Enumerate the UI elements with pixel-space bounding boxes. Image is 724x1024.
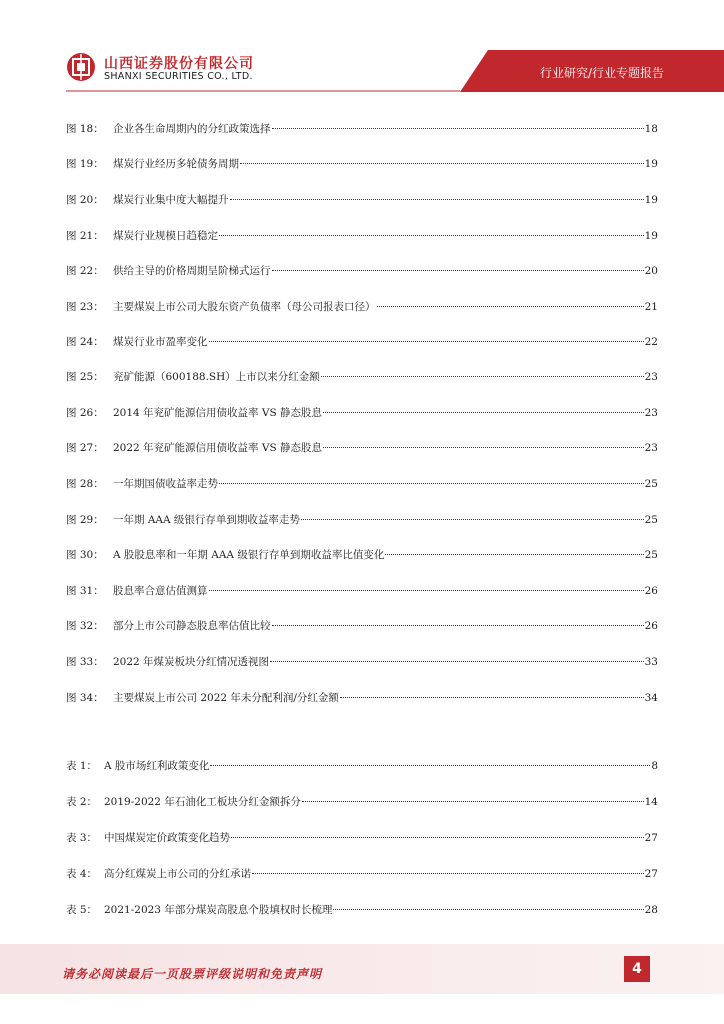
toc-figure-entry[interactable]: [66, 334, 658, 352]
toc-figure-entry[interactable]: [66, 228, 658, 246]
page-number: 23: [644, 407, 658, 419]
toc-figure-entry[interactable]: [66, 263, 658, 281]
page-number: 20: [644, 265, 658, 277]
figure-title: 煤炭行业经历多轮债务周期: [113, 158, 239, 170]
page-number: 23: [644, 442, 658, 454]
toc-figure-entry[interactable]: [66, 476, 658, 494]
dot-leader: [272, 127, 644, 129]
figure-title: 一年期 AAA 级银行存单到期收益率走势: [113, 514, 300, 526]
page-number: 23: [644, 371, 658, 383]
dot-leader: [377, 305, 644, 307]
figure-label: 图 20：: [66, 194, 104, 206]
figure-label: 图 22：: [66, 265, 104, 277]
figure-title: 2022 年兖矿能源信用债收益率 VS 静态股息: [113, 442, 323, 454]
figure-title: 股息率合意估值测算: [113, 585, 208, 597]
report-type: 行业研究/行业专题报告: [539, 66, 664, 80]
page-header: [0, 0, 724, 92]
page-number: 27: [644, 868, 658, 880]
toc-figure-entry[interactable]: [66, 405, 658, 423]
figure-label: 图 34：: [66, 692, 104, 704]
figure-label: 图 19：: [66, 158, 104, 170]
page-number: 33: [644, 656, 658, 668]
page-number: 26: [644, 620, 658, 632]
page-number-badge: 4: [624, 956, 650, 982]
figure-title: 煤炭行业集中度大幅提升: [113, 194, 229, 206]
page-number: 8: [651, 760, 658, 772]
toc-table-entry[interactable]: [66, 866, 658, 884]
toc-figure-entry[interactable]: [66, 512, 658, 530]
dot-leader: [240, 162, 644, 164]
figure-title: 主要煤炭上市公司大股东资产负债率（母公司报表口径）: [113, 301, 376, 313]
toc-figure-entry[interactable]: [66, 690, 658, 708]
table-title: 中国煤炭定价政策变化趋势: [104, 832, 230, 844]
toc-figure-entry[interactable]: [66, 547, 658, 565]
page-number: 25: [644, 549, 658, 561]
table-label: 表 2：: [66, 796, 98, 808]
figure-label: 图 32：: [66, 620, 104, 632]
figure-label: 图 26：: [66, 407, 104, 419]
dot-leader: [301, 518, 644, 520]
toc-figure-entry[interactable]: [66, 121, 658, 139]
dot-leader: [209, 340, 644, 342]
page-number: 19: [644, 194, 658, 206]
table-label: 表 4：: [66, 868, 98, 880]
figure-label: 图 21：: [66, 230, 104, 242]
company-name-en: SHANXI SECURITIES CO., LTD.: [104, 71, 253, 82]
disclaimer-notice: 请务必阅读最后一页股票评级说明和免责声明: [62, 967, 323, 981]
page-number: 14: [644, 796, 658, 808]
toc-table-entry[interactable]: [66, 794, 658, 812]
toc-table-entry[interactable]: [66, 830, 658, 848]
figure-label: 图 18：: [66, 123, 104, 135]
toc-figure-entry[interactable]: [66, 654, 658, 672]
figure-label: 图 25：: [66, 371, 104, 383]
figure-title: 兖矿能源（600188.SH）上市以来分红金额: [113, 371, 320, 383]
dot-leader: [219, 482, 644, 484]
company-name-cn: 山西证券股份有限公司: [104, 56, 254, 72]
figure-title: 煤炭行业规模日趋稳定: [113, 230, 218, 242]
dot-leader: [333, 908, 643, 910]
dot-leader: [231, 836, 644, 838]
table-title: 高分红煤炭上市公司的分红承诺: [104, 868, 251, 880]
dot-leader: [302, 800, 644, 802]
page-number: 21: [644, 301, 658, 313]
page-number: 25: [644, 478, 658, 490]
figure-title: 煤炭行业市盈率变化: [113, 336, 208, 348]
dot-leader: [323, 411, 644, 413]
dot-leader: [321, 375, 644, 377]
page-number: 26: [644, 585, 658, 597]
table-title: 2019-2022 年石油化工板块分红金额拆分: [104, 796, 301, 808]
toc-figure-entry[interactable]: [66, 192, 658, 210]
table-label: 表 3：: [66, 832, 98, 844]
dot-leader: [210, 764, 650, 766]
dot-leader: [385, 553, 643, 555]
dot-leader: [272, 269, 644, 271]
dot-leader: [209, 589, 644, 591]
toc-figure-entry[interactable]: [66, 618, 658, 636]
page-number: 19: [644, 158, 658, 170]
figure-label: 图 28：: [66, 478, 104, 490]
figure-label: 图 27：: [66, 442, 104, 454]
table-label: 表 1：: [66, 760, 98, 772]
table-title: A 股市场红利政策变化: [104, 760, 210, 772]
figure-title: 2022 年煤炭板块分红情况透视图: [113, 656, 270, 668]
toc-figure-entry[interactable]: [66, 299, 658, 317]
figure-title: 部分上市公司静态股息率估值比较: [113, 620, 271, 632]
table-label: 表 5：: [66, 904, 98, 916]
toc-figure-entry[interactable]: [66, 156, 658, 174]
table-title: 2021-2023 年部分煤炭高股息个股填权时长梳理: [104, 904, 333, 916]
toc-figure-entry[interactable]: [66, 583, 658, 601]
toc-table-entry[interactable]: [66, 758, 658, 776]
page-number: 34: [644, 692, 658, 704]
page-number: 25: [644, 514, 658, 526]
figure-label: 图 29：: [66, 514, 104, 526]
dot-leader: [230, 198, 644, 200]
figure-label: 图 24：: [66, 336, 104, 348]
page-number: 22: [644, 336, 658, 348]
dot-leader: [272, 624, 644, 626]
figure-title: 企业各生命周期内的分红政策选择: [113, 123, 271, 135]
figure-label: 图 30：: [66, 549, 104, 561]
figure-title: A 股股息率和一年期 AAA 级银行存单到期收益率比值变化: [113, 549, 385, 561]
toc-figure-entry[interactable]: [66, 369, 658, 387]
shanxi-securities-logo-icon: [66, 52, 96, 82]
toc-figure-entry[interactable]: [66, 440, 658, 458]
figure-label: 图 31：: [66, 585, 104, 597]
page-number: 18: [644, 123, 658, 135]
dot-leader: [252, 872, 644, 874]
dot-leader: [340, 696, 644, 698]
page-number: 28: [644, 904, 658, 916]
figure-title: 供给主导的价格周期呈阶梯式运行: [113, 265, 271, 277]
figure-label: 图 33：: [66, 656, 104, 668]
figure-title: 一年期国债收益率走势: [113, 478, 218, 490]
figure-title: 主要煤炭上市公司 2022 年未分配利润/分红金额: [113, 692, 339, 704]
figure-title: 2014 年兖矿能源信用债收益率 VS 静态股息: [113, 407, 323, 419]
page-number: 19: [644, 230, 658, 242]
toc-table-entry[interactable]: [66, 902, 658, 920]
page-number: 27: [644, 832, 658, 844]
dot-leader: [323, 446, 644, 448]
page-footer: [0, 944, 724, 994]
dot-leader: [219, 234, 644, 236]
figure-label: 图 23：: [66, 301, 104, 313]
dot-leader: [270, 660, 644, 662]
